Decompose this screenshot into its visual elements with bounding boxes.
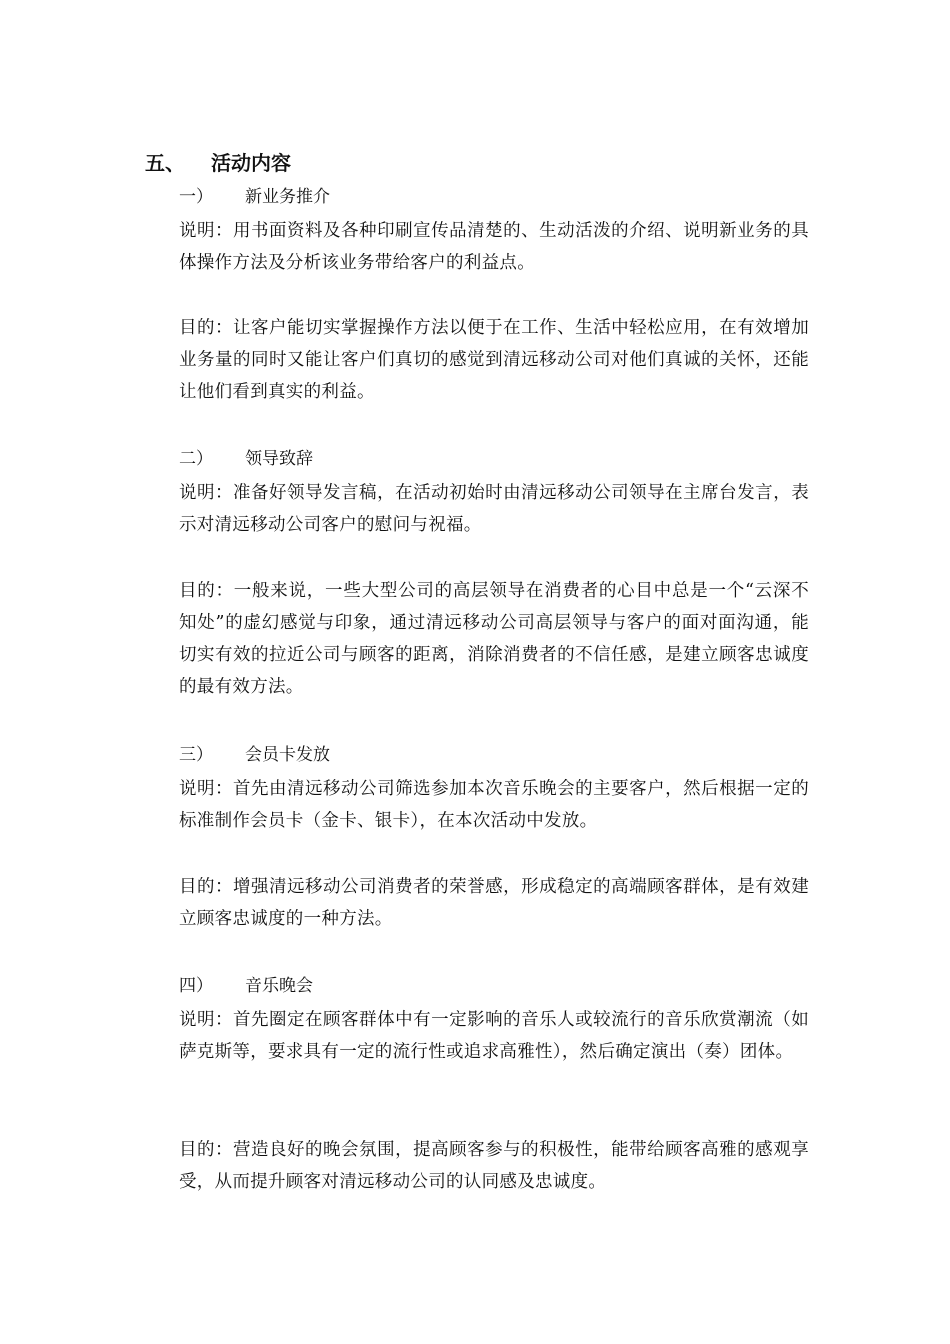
section-heading: [145, 148, 291, 178]
item-number: 一）: [179, 187, 213, 207]
item-title: 会员卡发放: [245, 745, 330, 765]
item-heading-4: [179, 971, 313, 1001]
item-title: 新业务推介: [245, 187, 330, 207]
item-heading-2: [179, 444, 313, 474]
item-number: 二）: [179, 449, 213, 469]
item-description-1: 说明：用书面资料及各种印刷宣传品清楚的、生动活泼的介绍、说明新业务的具体操作方法及分析该业务带给客户的利益点。: [179, 221, 809, 273]
item-purpose-4: 目的：营造良好的晚会氛围，提高顾客参与的积极性，能带给顾客高雅的感观享受，从而提升顾客对清远移动公司的认同感及忠诚度。: [179, 1140, 809, 1192]
section-number: 五、: [145, 151, 185, 175]
item-purpose-2: 目的：一般来说，一些大型公司的高层领导在消费者的心目中总是一个“云深不知处”的虚幻感觉与印象，通过清远移动公司高层领导与客户的面对面沟通，能切实有效的拉近公司与顾客的距离，消除消费者的不信任感，是建立顾客忠诚度的最有效方法。: [179, 581, 809, 697]
item-title: 音乐晚会: [245, 976, 313, 996]
item-title: 领导致辞: [245, 449, 313, 469]
item-purpose-3: 目的：增强清远移动公司消费者的荣誉感，形成稳定的高端顾客群体，是有效建立顾客忠诚度的一种方法。: [179, 877, 809, 929]
item-description-3: 说明：首先由清远移动公司筛选参加本次音乐晚会的主要客户，然后根据一定的标准制作会员卡（金卡、银卡），在本次活动中发放。: [179, 779, 809, 831]
item-heading-1: [179, 182, 330, 212]
item-description-4: 说明：首先圈定在顾客群体中有一定影响的音乐人或较流行的音乐欣赏潮流（如萨克斯等，要求具有一定的流行性或追求高雅性），然后确定演出（奏）团体。: [179, 1010, 809, 1062]
item-number: 三）: [179, 745, 213, 765]
item-number: 四）: [179, 976, 213, 996]
item-purpose-1: 目的：让客户能切实掌握操作方法以便于在工作、生活中轻松应用，在有效增加业务量的同时又能让客户们真切的感觉到清远移动公司对他们真诚的关怀，还能让他们看到真实的利益。: [179, 318, 809, 402]
section-title: 活动内容: [211, 151, 291, 175]
item-description-2: 说明：准备好领导发言稿，在活动初始时由清远移动公司领导在主席台发言，表示对清远移动公司客户的慰问与祝福。: [179, 483, 809, 535]
item-heading-3: [179, 740, 330, 770]
